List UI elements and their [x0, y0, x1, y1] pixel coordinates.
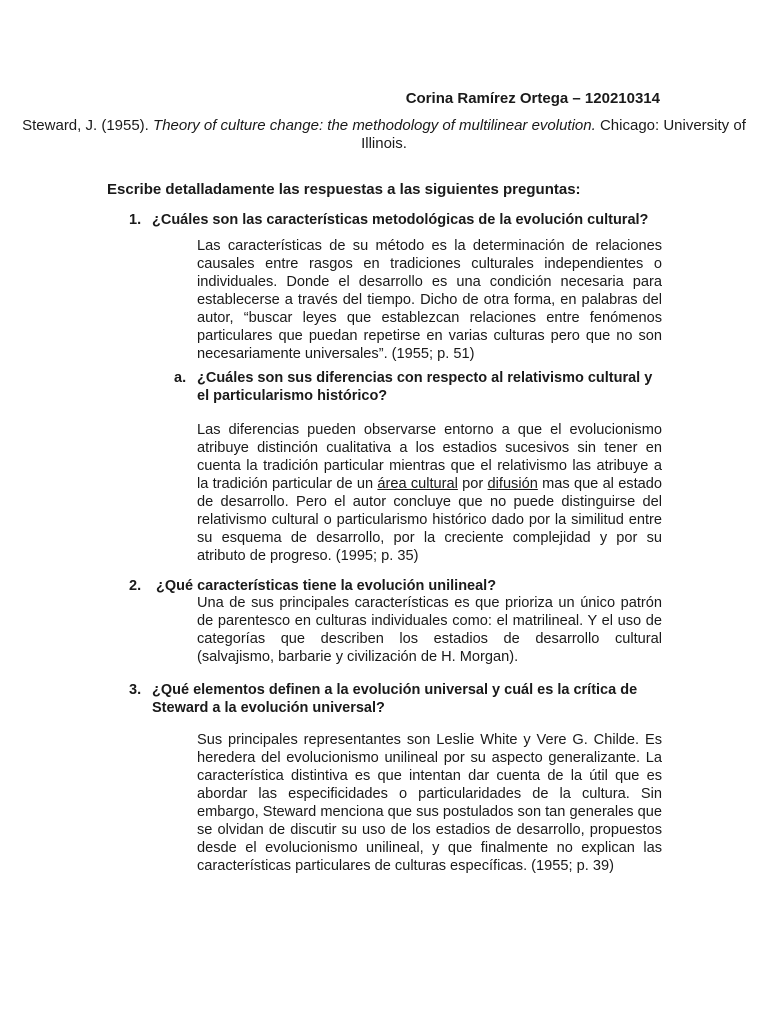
- answer-1a: [197, 421, 662, 565]
- citation: [0, 117, 768, 153]
- question-number: 1.: [129, 212, 142, 228]
- question-letter: a.: [174, 370, 187, 386]
- instruction: Escribe detalladamente las respuestas a las siguientes preguntas:: [107, 181, 581, 198]
- author-name: Corina Ramírez Ortega – 120210314: [405, 90, 660, 107]
- question-number: 3.: [129, 682, 142, 698]
- citation-prefix: Steward, J. (1955).: [22, 117, 154, 134]
- answer-text: por: [457, 476, 488, 492]
- underlined-term: área cultural: [377, 476, 458, 492]
- answer-text: mas que al estado de desarrollo. Pero el autor concluye que no puede distinguirse del relativismo cultural o particularismo histórico dado por la similitud entre su esquema de desarrollo, por la creciente complejidad y por su atributo de progreso. (1995; p. 35): [197, 476, 663, 564]
- answer-2: Una de sus principales características es que prioriza un único patrón de parentesco en culturas individuales como: el matrilineal. Y el uso de categorías que describen los estadios de desarrollo cultural (salvajismo, barbarie y civilización de H. Morgan).: [197, 595, 662, 665]
- answer-text: Las diferencias pueden observarse entorno a que el evolucionismo atribuye distinción cualitativa a los estadios sucesivos sin tener en cuenta la tradición particular mientras que el relativismo las atribuye a la tradición particular de un: [197, 422, 662, 492]
- question-text: ¿Cuáles son sus diferencias con respecto al relativismo cultural y el particularismo histórico?: [197, 370, 653, 404]
- answer-3: Sus principales representantes son Leslie White y Vere G. Childe. Es heredera del evolucionismo unilineal por su aspecto generalizante. La característica distintiva es que intentan dar cuenta de la útil que es abordar las especificidades o particularidades de la cultura. Sin embargo, Steward menciona que sus postulados son tan generales que se olvidan de discutir su uso de los estadios de desarrollo, propuestos desde el evolucionismo unilineal, y que finalmente no explican las características particulares de culturas específicas. (1955; p. 39): [197, 732, 662, 874]
- answer-1: Las características de su método es la determinación de relaciones causales entre rasgos en tradiciones culturales independientes o individuales. Donde el desarrollo es una condición necesaria para establecerse a través del tiempo. Dicho de otra forma, en palabras del autor, “buscar leyes que establezcan relaciones entre fenómenos particulares que puedan repetirse en varias culturas pero que no son necesariamente universales”. (1955; p. 51): [197, 238, 662, 362]
- citation-title: Theory of culture change: the methodology of multilinear evolution.: [153, 117, 596, 134]
- question-text: ¿Qué elementos definen a la evolución universal y cuál es la crítica de Steward a la evolución universal?: [152, 682, 638, 716]
- question-text: ¿Qué características tiene la evolución unilineal?: [156, 578, 497, 594]
- question-number: 2.: [129, 578, 142, 594]
- question-text: ¿Cuáles son las características metodológicas de la evolución cultural?: [152, 212, 649, 228]
- citation-suffix: Chicago: University of Illinois.: [361, 117, 746, 152]
- underlined-term: difusión: [487, 476, 538, 492]
